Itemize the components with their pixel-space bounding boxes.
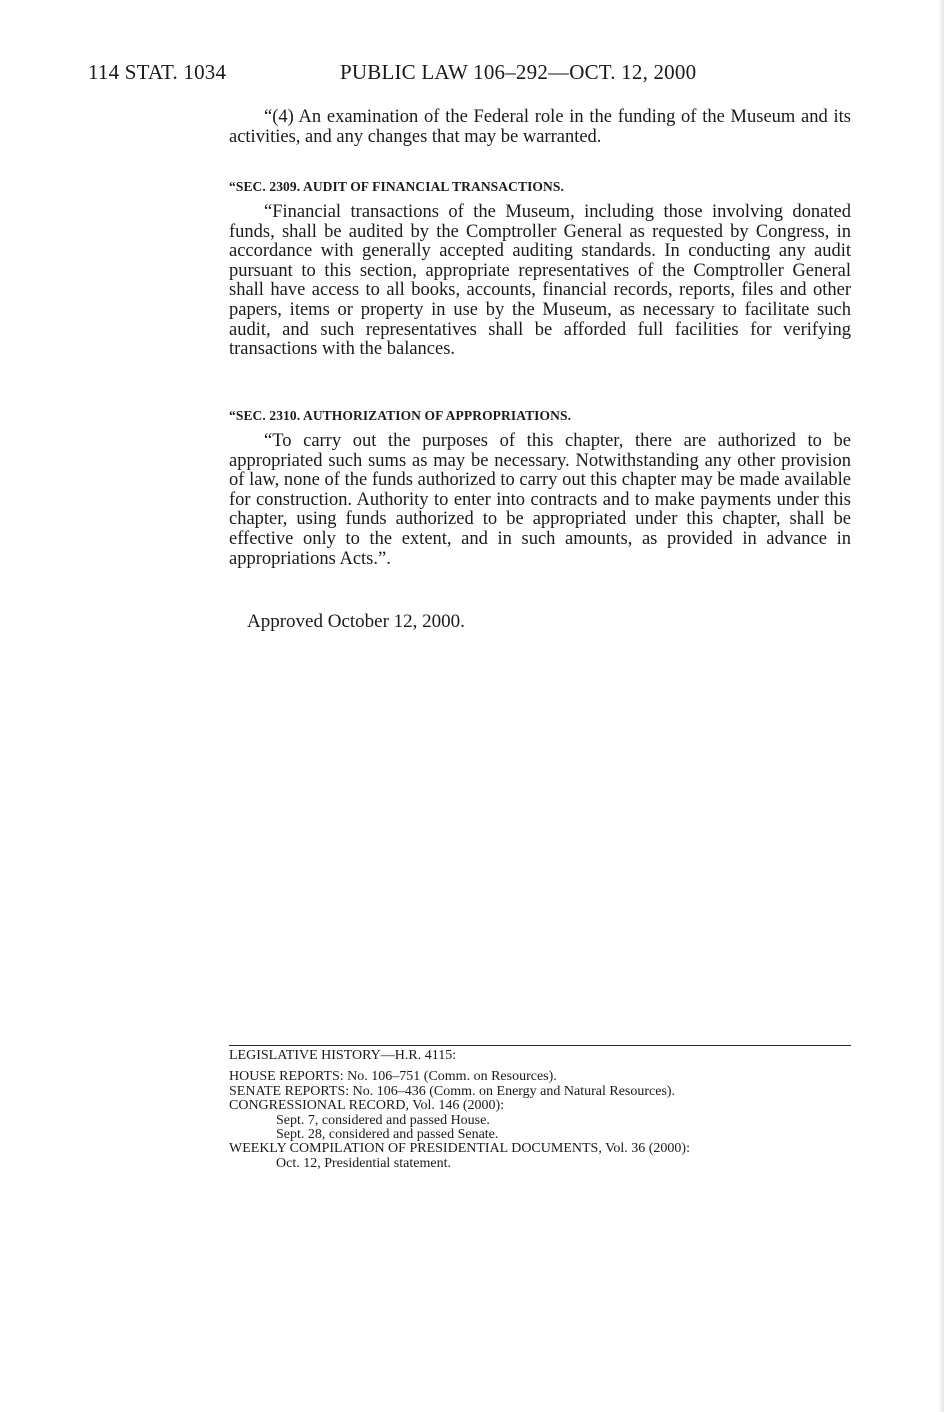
legislative-history-title: LEGISLATIVE HISTORY—H.R. 4115: [229,1048,457,1063]
congressional-record: CONGRESSIONAL RECORD, Vol. 146 (2000): [229,1098,505,1114]
sec-2310-paragraph [229,432,851,569]
scan-edge-shadow [938,0,944,1412]
congressional-record-entry: Sept. 28, considered and passed Senate. [276,1127,499,1143]
senate-reports: SENATE REPORTS: No. 106–436 (Comm. on Energy and Natural Resources). [229,1083,676,1099]
house-reports: HOUSE REPORTS: No. 106–751 (Comm. on Resources). [229,1069,557,1085]
public-law-reference: PUBLIC LAW 106–292—OCT. 12, 2000 [340,60,697,84]
sec-2310-body: “To carry out the purposes of this chapter, there are authorized to be appropriated such sums as may be necessary. Notwithstanding any other provision of law, none of the funds authorized to carry out this chapter may be made available for construction. Authority to enter into contracts and to make payments under this chapter, using funds authorized to be appropriated under this chapter, shall be effective only to the extent, and in such amounts, as provided in advance in appropriations Acts.”. [229,431,851,569]
sec-2310-heading: “SEC. 2310. AUTHORIZATION OF APPROPRIATIONS. [229,408,572,423]
sec-2309-heading: “SEC. 2309. AUDIT OF FINANCIAL TRANSACTIONS. [229,179,564,194]
approved-date: Approved October 12, 2000. [247,611,465,632]
item-4-paragraph [229,108,851,147]
stat-reference: 114 STAT. 1034 [88,60,227,84]
sec-2309-paragraph [229,203,851,360]
weekly-compilation-entry: Oct. 12, Presidential statement. [276,1155,451,1171]
item-4-text: “(4) An examination of the Federal role in the funding of the Museum and its activities, and any changes that may be warranted. [229,107,851,147]
legislative-history [229,1049,851,1171]
weekly-compilation: WEEKLY COMPILATION OF PRESIDENTIAL DOCUMENTS, Vol. 36 (2000): [229,1141,690,1157]
congressional-record-entry: Sept. 7, considered and passed House. [276,1112,490,1128]
sec-2309-body: “Financial transactions of the Museum, including those involving donated funds, shall be audited by the Comptroller General as requested by Congress, in accordance with generally accepted auditing standards. In conducting any audit pursuant to this section, appropriate representatives of the Comptroller General shall have access to all books, accounts, financial records, reports, files and other papers, items or property in use by the Museum, as necessary to facilitate such audit, and such representatives shall be afforded full facilities for verifying transactions with the balances. [229,202,851,360]
page-header [88,60,697,85]
legislative-history-rule [229,1045,851,1046]
